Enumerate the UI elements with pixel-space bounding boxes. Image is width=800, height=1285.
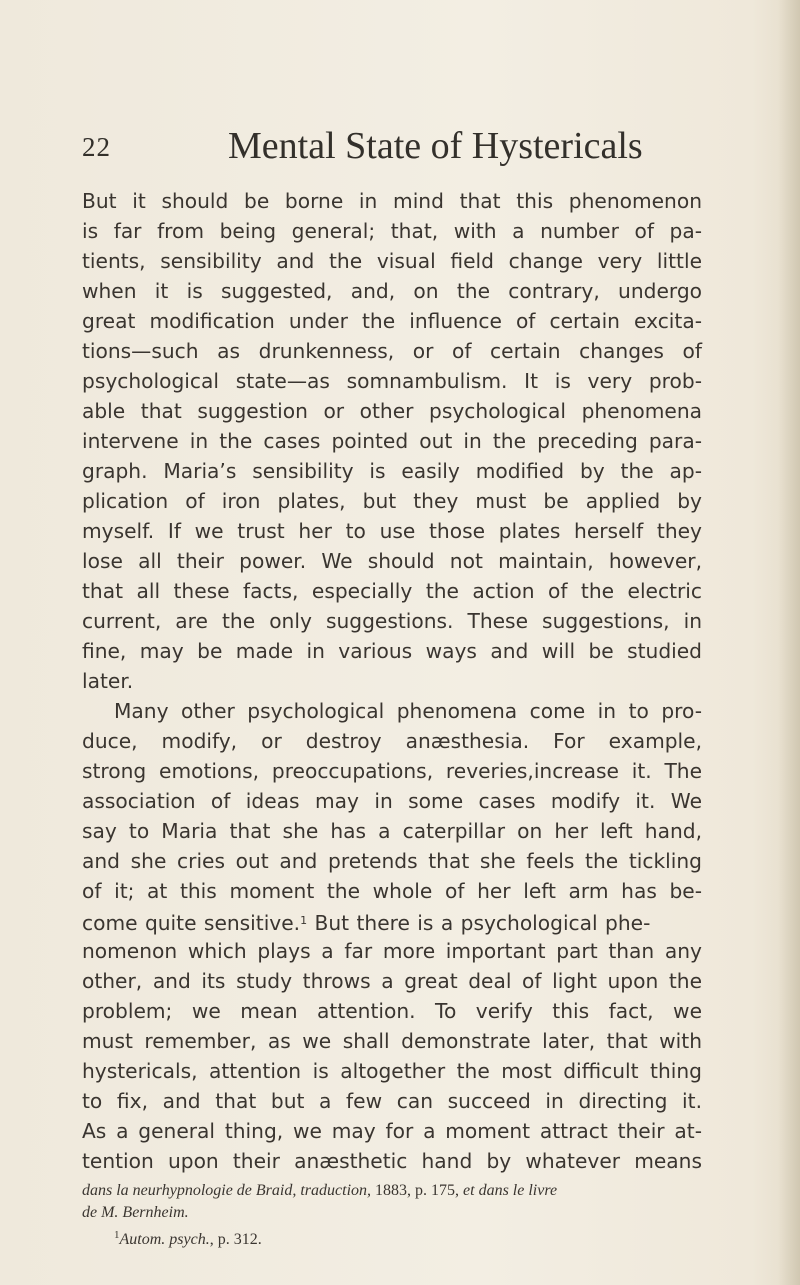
footnote-text: dans la neurhypnologie de Braid, traduction, <box>82 1182 372 1199</box>
text-line: tention upon their anæsthetic hand by whatever means <box>82 1149 702 1173</box>
text-line: tions—such as drunkenness, or of certain changes of <box>82 339 702 363</box>
text-line: myself. If we trust her to use those plates herself they <box>82 519 702 543</box>
text-line: lose all their power. We should not maintain, however, <box>82 549 702 573</box>
text-line: fine, may be made in various ways and will be studied <box>82 639 702 663</box>
text-line: plication of iron plates, but they must be applied by <box>82 489 702 513</box>
text-line: Many other psychological phenomena come in to pro- <box>114 699 702 723</box>
text-line: great modification under the influence of certain excita- <box>82 309 702 333</box>
footnote-line <box>82 1180 557 1202</box>
text-line: is far from being general; that, with a number of pa- <box>82 219 702 243</box>
footnote-marker: 1 <box>114 1229 120 1241</box>
text-line: strong emotions, preoccupations, reveries,increase it. The <box>82 759 702 783</box>
text-line: graph. Maria’s sensibility is easily modified by the ap- <box>82 459 702 483</box>
running-title: Mental State of Hystericals <box>228 125 643 167</box>
text-line: say to Maria that she has a caterpillar on her left hand, <box>82 819 702 843</box>
text-line: other, and its study throws a great deal of light upon the <box>82 969 702 993</box>
text-line: to fix, and that but a few can succeed in directing it. <box>82 1089 702 1113</box>
text-line: must remember, as we shall demonstrate later, that with <box>82 1029 702 1053</box>
footnote-text: et dans le livre <box>463 1182 558 1199</box>
text-line: current, are the only suggestions. These suggestions, in <box>82 609 702 633</box>
footnote-text: , p. 312. <box>209 1231 262 1248</box>
text-line: hystericals, attention is altogether the most difficult thing <box>82 1059 702 1083</box>
text-line: and she cries out and pretends that she feels the tickling <box>82 849 702 873</box>
text-line: intervene in the cases pointed out in the preceding para- <box>82 429 702 453</box>
footnote-line <box>114 1224 262 1246</box>
text-line: able that suggestion or other psychological phenomena <box>82 399 702 423</box>
text-line: But it should be borne in mind that this phenomenon <box>82 189 702 213</box>
text-line: association of ideas may in some cases modify it. We <box>82 789 702 813</box>
text-segment: come quite sensitive. <box>82 911 301 935</box>
footnote-text: 1883, p. 175, <box>371 1182 464 1199</box>
text-line: As a general thing, we may for a moment attract their at- <box>82 1119 702 1143</box>
footnote-reference: 1 <box>300 914 308 927</box>
text-line: problem; we mean attention. To verify this fact, we <box>82 999 702 1023</box>
text-line <box>82 906 702 936</box>
page-number: 22 <box>82 132 111 162</box>
text-line: psychological state—as somnambulism. It is very prob- <box>82 369 702 393</box>
text-line: when it is suggested, and, on the contrary, undergo <box>82 279 702 303</box>
footnote-text: Autom. psych. <box>119 1231 210 1248</box>
text-line: later. <box>82 669 134 693</box>
text-line: tients, sensibility and the visual field change very little <box>82 249 702 273</box>
text-line: that all these facts, especially the action of the electric <box>82 579 702 603</box>
text-line: nomenon which plays a far more important part than any <box>82 939 702 963</box>
text-line: duce, modify, or destroy anæsthesia. For example, <box>82 729 702 753</box>
text-segment: But there is a psychological phe- <box>307 911 651 935</box>
footnote-line: de M. Bernheim. <box>82 1204 189 1221</box>
text-line: of it; at this moment the whole of her left arm has be- <box>82 879 702 903</box>
page-edge-shadow <box>778 0 800 1285</box>
